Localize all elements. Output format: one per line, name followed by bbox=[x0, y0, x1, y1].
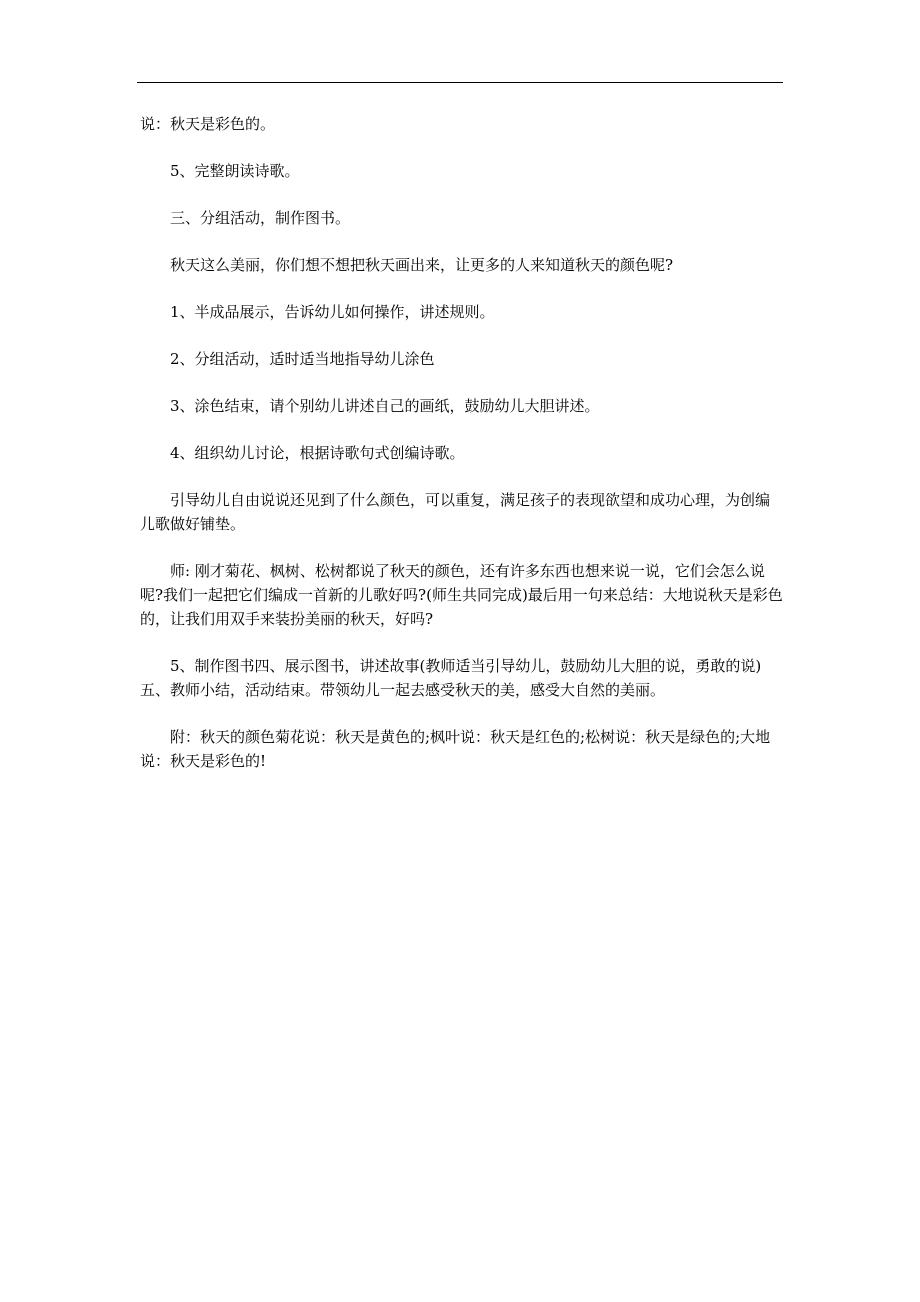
header-rule bbox=[137, 82, 783, 83]
paragraph: 引导幼儿自由说说还见到了什么颜色，可以重复，满足孩子的表现欲望和成功心理，为创编儿歌做好铺垫。 bbox=[140, 491, 771, 533]
paragraph: 秋天这么美丽，你们想不想把秋天画出来，让更多的人来知道秋天的颜色呢? bbox=[170, 256, 674, 274]
paragraph: 师: 刚才菊花、枫树、松树都说了秋天的颜色，还有许多东西也想来说一说，它们会怎么说呢?我们一起把它们编成一首新的儿歌好吗?(师生共同完成)最后用一句来总结：大地说秋天是彩色的，让我们用双手来装扮美丽的秋天，好吗? bbox=[140, 562, 783, 628]
paragraph: 5、完整朗读诗歌。 bbox=[170, 162, 300, 180]
document-body bbox=[140, 112, 783, 796]
paragraph: 5、制作图书四、展示图书，讲述故事(教师适当引导幼儿，鼓励幼儿大胆的说，勇敢的说)五、教师小结，活动结束。带领幼儿一起去感受秋天的美，感受大自然的美丽。 bbox=[140, 657, 762, 699]
paragraph: 1、半成品展示，告诉幼儿如何操作，讲述规则。 bbox=[170, 303, 495, 321]
paragraph: 说：秋天是彩色的。 bbox=[140, 115, 276, 133]
paragraph: 2、分组活动，适时适当地指导幼儿涂色 bbox=[170, 350, 435, 368]
paragraph: 3、涂色结束，请个别幼儿讲述自己的画纸，鼓励幼儿大胆讲述。 bbox=[170, 397, 600, 415]
paragraph: 4、组织幼儿讨论，根据诗歌句式创编诗歌。 bbox=[170, 444, 465, 462]
paragraph: 附：秋天的颜色菊花说：秋天是黄色的;枫叶说：秋天是红色的;松树说：秋天是绿色的;大地说：秋天是彩色的! bbox=[140, 728, 771, 770]
section-heading: 三、分组活动，制作图书。 bbox=[170, 209, 351, 227]
